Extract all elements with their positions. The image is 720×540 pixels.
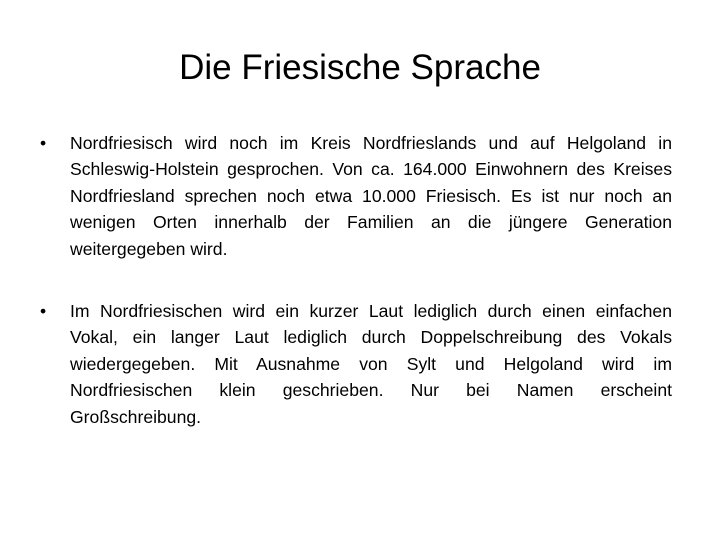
- bullet-list: [36, 130, 672, 466]
- slide-title: Die Friesische Sprache: [179, 48, 541, 87]
- bullet-marker: •: [40, 133, 47, 153]
- bullet-item: [36, 298, 672, 430]
- bullet-text: Im Nordfriesischen wird ein kurzer Laut lediglich durch einen einfachen Vokal, ein langer Laut lediglich durch Doppelschreibung des Vokals wiedergegeben. Mit Ausnahme von Sylt und Helgoland wird im Nordfriesischen klein geschrieben. Nur bei Namen erscheint Großschreibung.: [70, 301, 672, 427]
- bullet-item: [36, 130, 672, 262]
- bullet-text: Nordfriesisch wird noch im Kreis Nordfrieslands und auf Helgoland in Schleswig-Holstein gesprochen. Von ca. 164.000 Einwohnern des Kreises Nordfriesland sprechen noch etwa 10.000 Friesisch. Es ist nur noch an wenigen Orten innerhalb der Familien an die jüngere Generation weitergegeben wird.: [70, 133, 672, 259]
- bullet-marker: •: [40, 301, 47, 322]
